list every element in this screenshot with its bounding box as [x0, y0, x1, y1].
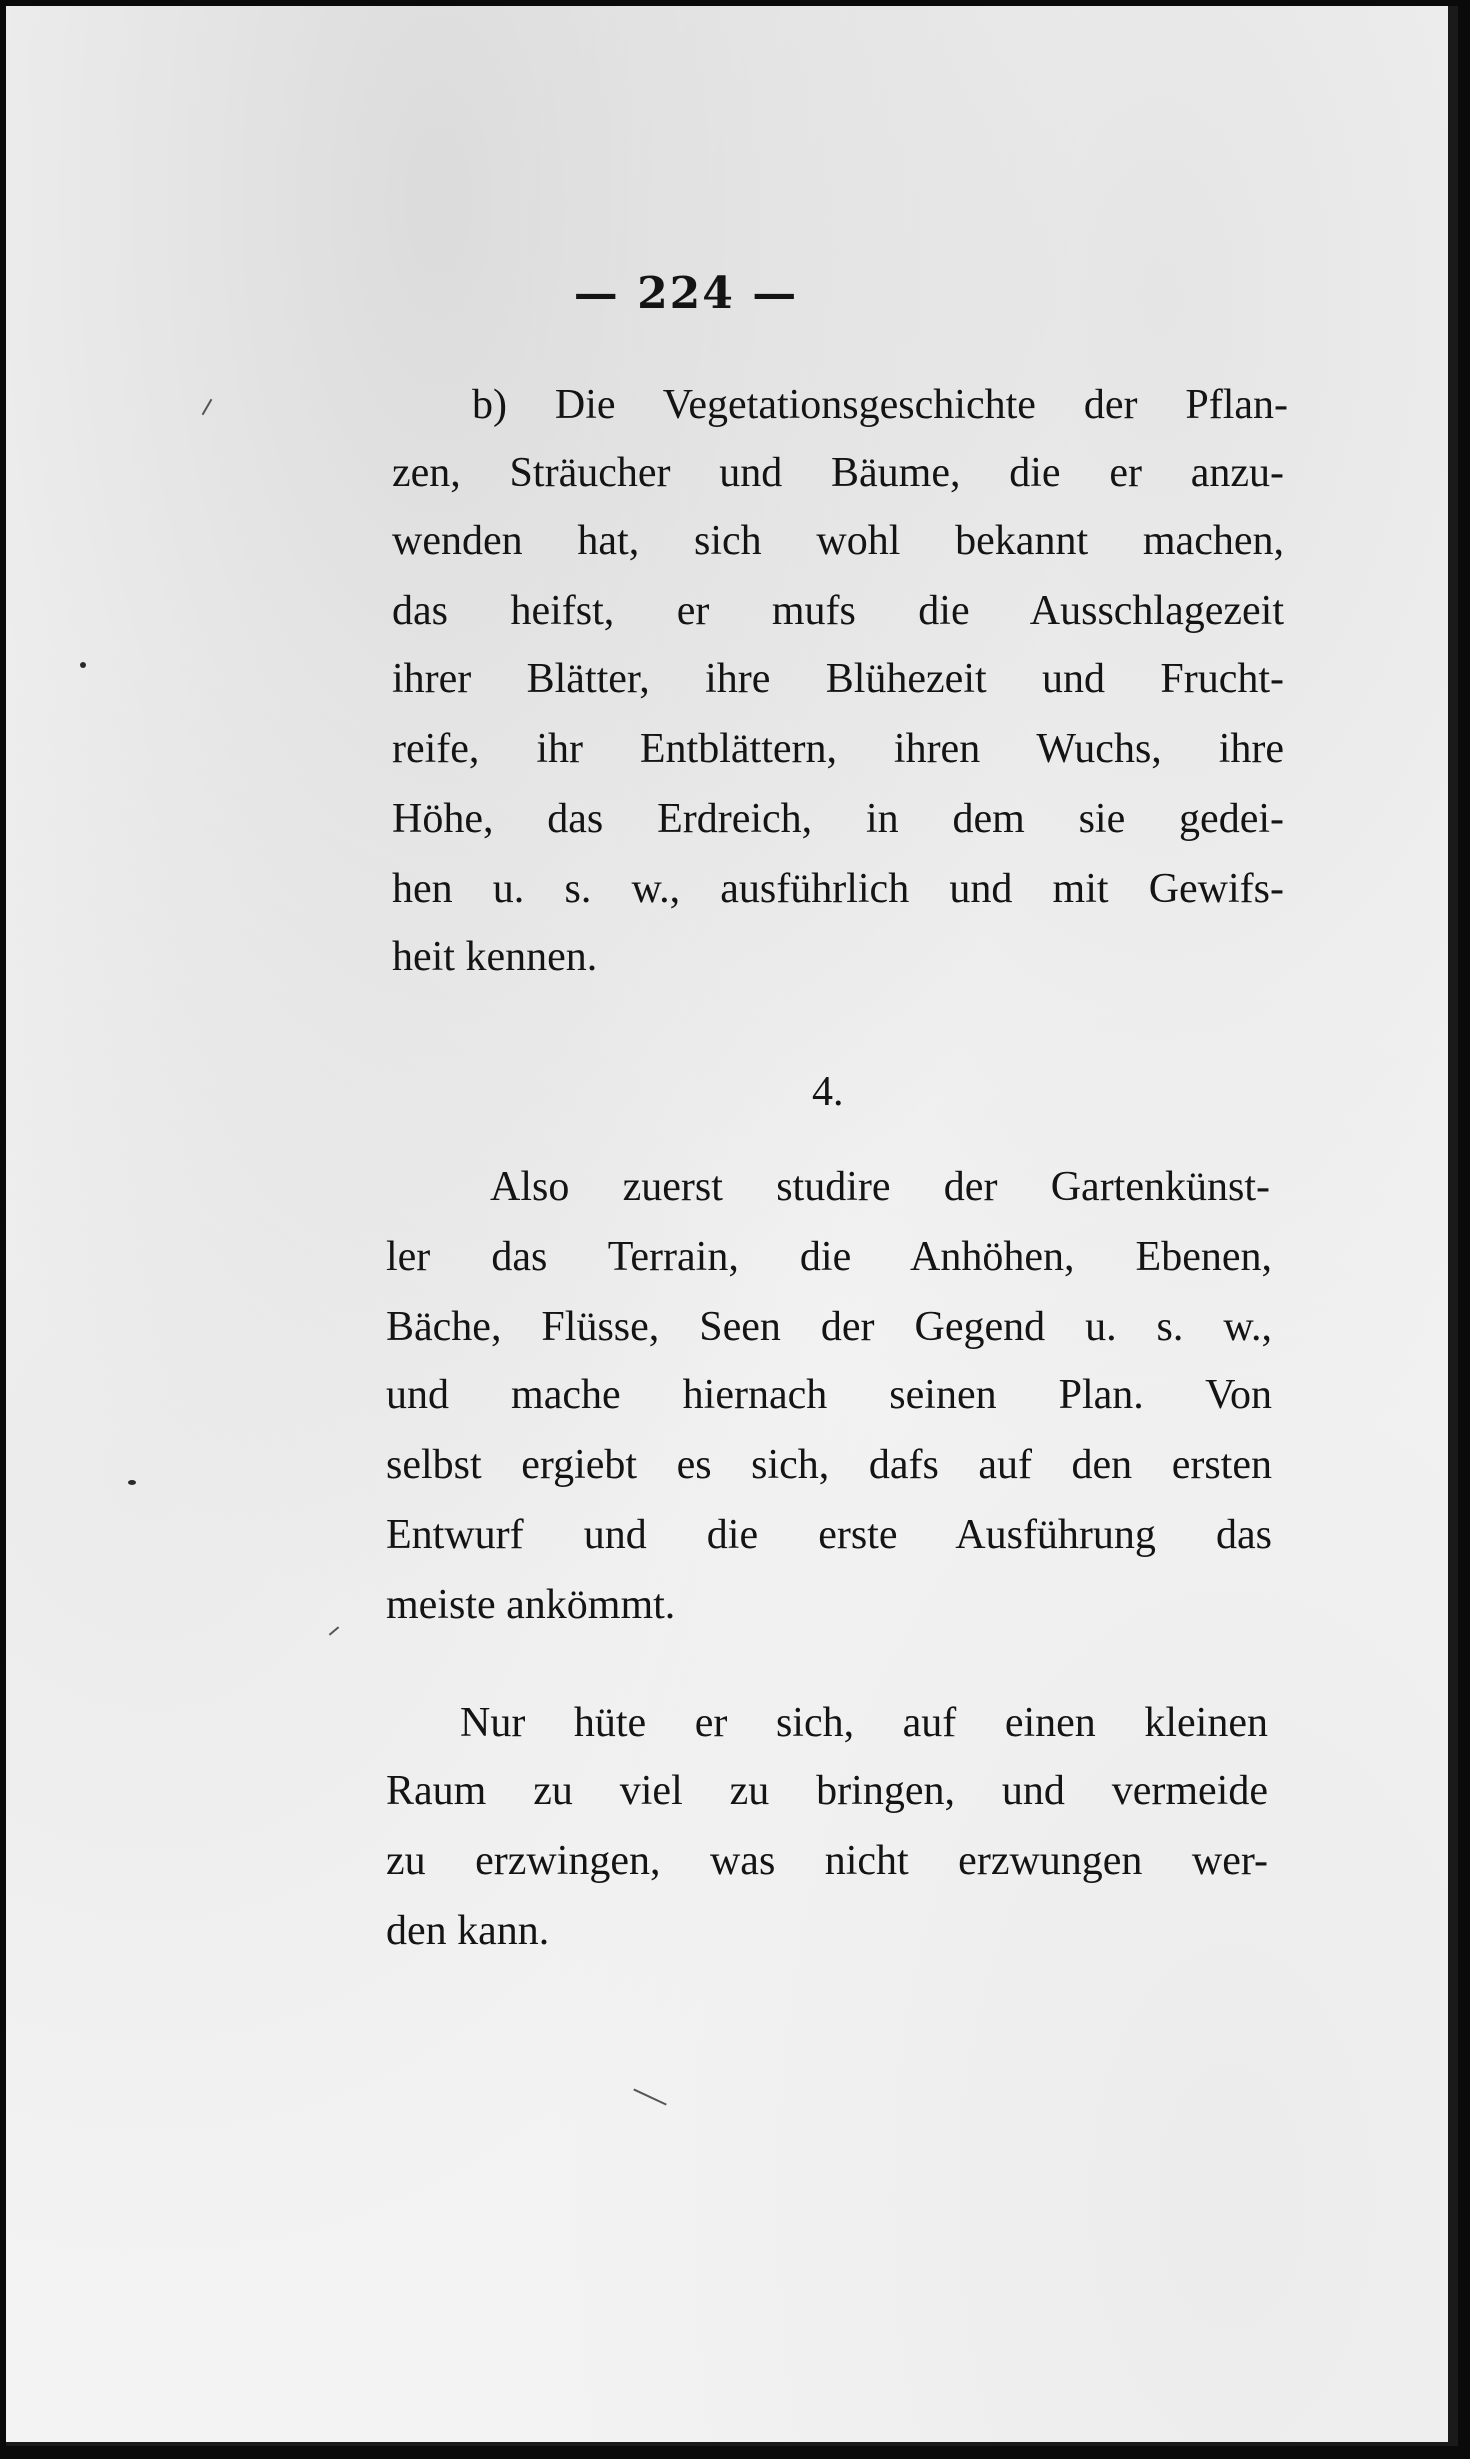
text-line: Nur hüte er sich, auf einen kleinen — [460, 1700, 1268, 1746]
ink-mark — [329, 1626, 339, 1635]
ink-mark — [633, 2088, 666, 2105]
page-number: — 224 — — [573, 268, 799, 319]
text-line: wenden hat, sich wohl bekannt machen, — [392, 518, 1284, 564]
section-number: 4. — [812, 1069, 844, 1115]
text-line: zu erzwingen, was nicht erzwungen wer- — [386, 1838, 1268, 1884]
text-line: Höhe, das Erdreich, in dem sie gedei- — [392, 796, 1284, 842]
text-line: zen, Sträucher und Bäume, die er anzu- — [392, 450, 1284, 496]
text-line: den kann. — [386, 1908, 550, 1954]
text-line: Raum zu viel zu bringen, und vermeide — [386, 1768, 1268, 1814]
book-page — [6, 6, 1458, 2446]
text-line: und mache hiernach seinen Plan. Von — [386, 1372, 1272, 1418]
text-line: b) Die Vegetationsgeschichte der Pflan- — [472, 382, 1288, 428]
text-line: Entwurf und die erste Ausführung das — [386, 1512, 1272, 1558]
ink-mark — [202, 399, 213, 416]
ink-speck — [80, 662, 86, 668]
ink-speck — [128, 1480, 136, 1485]
text-line: heit kennen. — [392, 934, 598, 980]
text-line: ihrer Blätter, ihre Blühezeit und Frucht- — [392, 656, 1284, 702]
text-line: meiste ankömmt. — [386, 1582, 676, 1628]
text-line: reife, ihr Entblättern, ihren Wuchs, ihre — [392, 726, 1284, 772]
text-line: hen u. s. w., ausführlich und mit Gewifs- — [392, 866, 1284, 912]
text-line: selbst ergiebt es sich, dafs auf den ersten — [386, 1442, 1272, 1488]
text-line: das heifst, er mufs die Ausschlagezeit — [392, 588, 1284, 634]
text-line: Bäche, Flüsse, Seen der Gegend u. s. w., — [386, 1304, 1272, 1350]
text-line: Also zuerst studire der Gartenkünst- — [490, 1164, 1270, 1210]
text-line: ler das Terrain, die Anhöhen, Ebenen, — [386, 1234, 1272, 1280]
